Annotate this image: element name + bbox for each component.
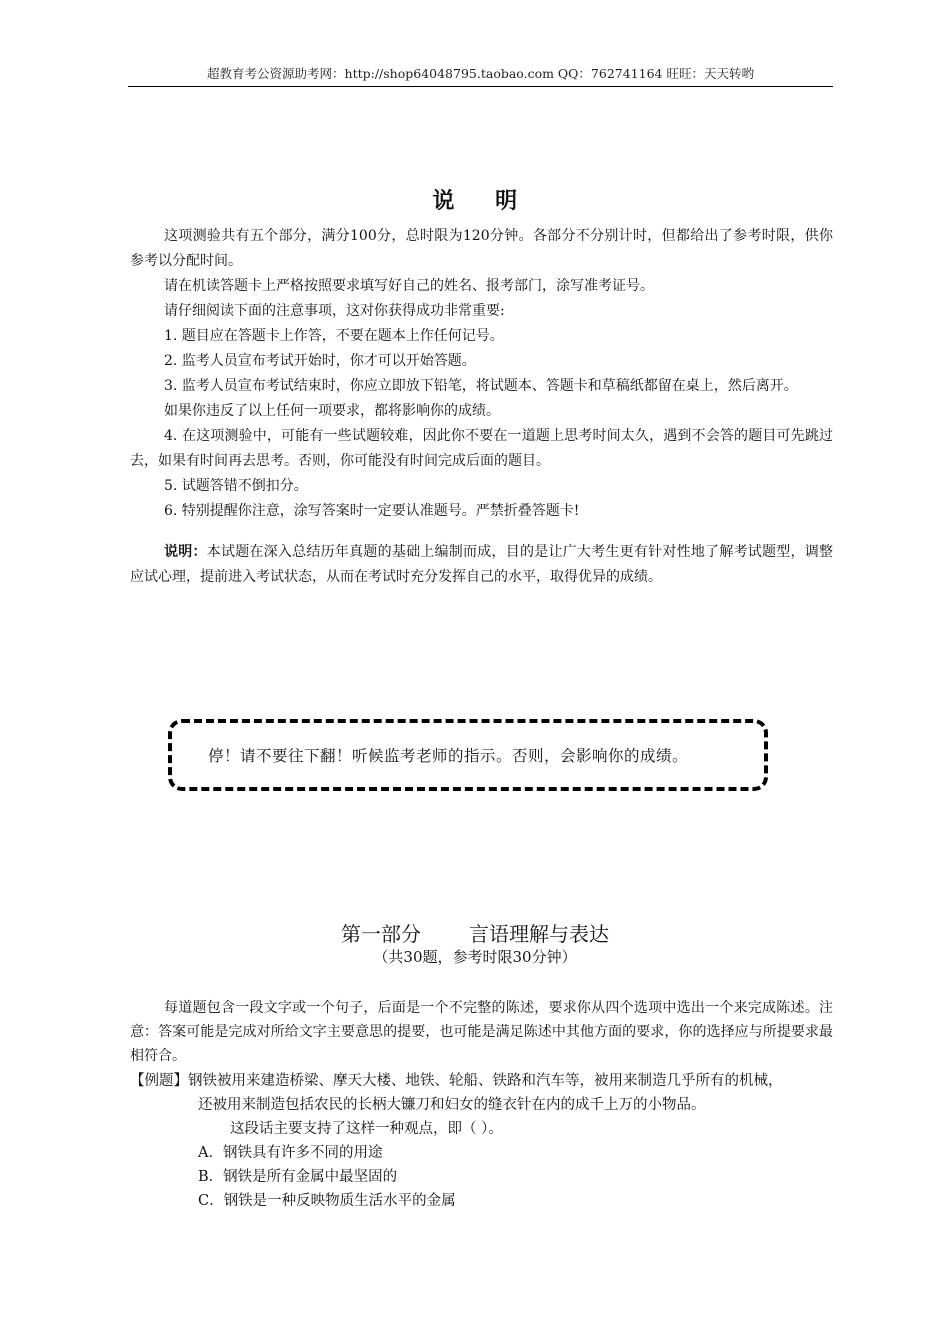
rule-item-2: 2. 监考人员宣布考试开始时，你才可以开始答题。 <box>164 353 476 369</box>
intro-paragraph-3: 请仔细阅读下面的注意事项，这对你获得成功非常重要: <box>164 303 505 319</box>
example-label: 【例题】 <box>130 1073 188 1089</box>
rule-item-5: 5. 试题答错不倒扣分。 <box>164 478 308 494</box>
intro-paragraph-2: 请在机读答题卡上严格按照要求填写好自己的姓名、报考部门，涂写准考证号。 <box>164 278 654 294</box>
part-label: 第一部分 <box>341 922 421 946</box>
example-text-1: 钢铁被用来建造桥梁、摩天大楼、地铁、轮船、铁路和汽车等，被用来制造几乎所有的机械， <box>188 1073 783 1089</box>
example-line-2: 还被用来制造包括农民的长柄大镰刀和妇女的缝衣针在内的成千上万的小物品。 <box>198 1097 706 1113</box>
title-char-2: 明 <box>495 189 518 214</box>
part-name: 言语理解与表达 <box>469 922 609 946</box>
page-header <box>128 64 833 87</box>
part-subtitle: （共30题，参考时限30分钟） <box>373 948 577 966</box>
option-a: A．钢铁具有许多不同的用途 <box>198 1145 383 1161</box>
header-text: 超教育考公资源助考网：http://shop64048795.taobao.com QQ：762741164 旺旺：天天转哟 <box>207 66 754 81</box>
example-question <box>130 1069 833 1213</box>
intro-section <box>130 224 833 590</box>
note-text: 本试题在深入总结历年真题的基础上编制而成，目的是让广大考生更有针对性地了解考试题型，调整应试心理，提前进入考试状态，从而在考试时充分发挥自己的水平，取得优异的成绩。 <box>130 544 833 585</box>
title-char-1: 说 <box>432 189 455 214</box>
stop-notice-box <box>168 719 768 791</box>
instructions-text: 每道题包含一段文字或一个句子，后面是一个不完整的陈述，要求你从四个选项中选出一个来完成陈述。注意：答案可能是完成对所给文字主要意思的提要，也可能是满足陈述中其他方面的要求，你的选择应与所提要求最相符合。 <box>130 1000 833 1064</box>
part-instructions <box>130 996 833 1068</box>
example-question-stem: 这段话主要支持了这样一种观点，即（ ）。 <box>230 1121 503 1137</box>
intro-paragraph-1: 这项测验共有五个部分，满分100分，总时限为120分钟。各部分不分别计时，但都给出了参考时限，供你参考以分配时间。 <box>130 228 833 269</box>
rule-item-6: 6. 特别提醒你注意，涂写答案时一定要认准题号。严禁折叠答题卡! <box>164 503 580 519</box>
stop-notice-text: 停！请不要往下翻！听候监考老师的指示。否则，会影响你的成绩。 <box>208 747 689 765</box>
note-label: 说明： <box>164 544 207 560</box>
part-title <box>0 918 950 947</box>
option-b: B．钢铁是所有金属中最坚固的 <box>198 1169 398 1185</box>
example-line-1 <box>130 1069 833 1093</box>
note-paragraph <box>130 540 833 590</box>
option-c: C．钢铁是一种反映物质生活水平的金属 <box>198 1193 456 1209</box>
rule-item-4: 4. 在这项测验中，可能有一些试题较难，因此你不要在一道题上思考时间太久，遇到不会答的题目可先跳过去，如果有时间再去思考。否则，你可能没有时间完成后面的题目。 <box>130 428 833 469</box>
page-title <box>0 184 950 215</box>
rule-item-1: 1. 题目应在答题卡上作答，不要在题本上作任何记号。 <box>164 328 504 344</box>
intro-paragraph-4: 如果你违反了以上任何一项要求，都将影响你的成绩。 <box>164 403 500 419</box>
rule-item-3: 3. 监考人员宣布考试结束时，你应立即放下铅笔，将试题本、答题卡和草稿纸都留在桌上，然后离开。 <box>164 378 798 394</box>
